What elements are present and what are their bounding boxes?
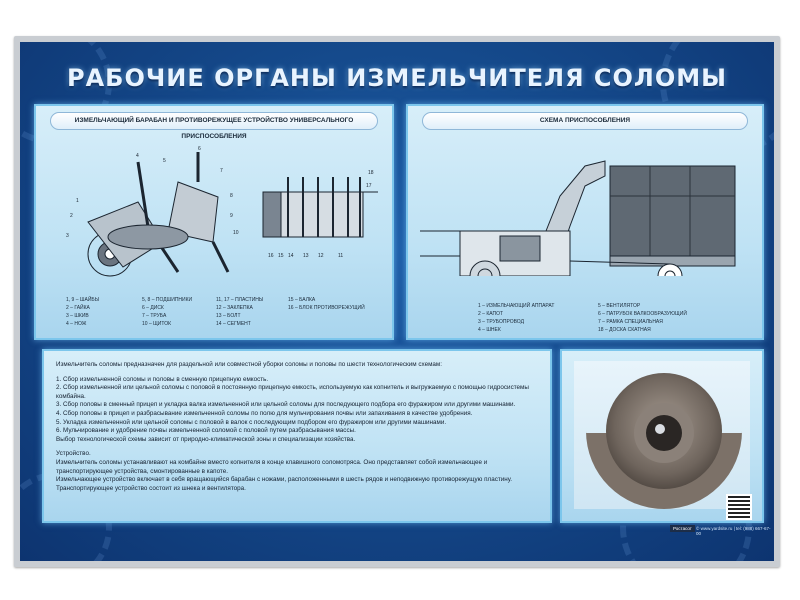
- legend-item: 4 – ШНЕК: [478, 327, 501, 333]
- blade-photo-image: [574, 361, 750, 509]
- legend-item: 10 – ЩИТОК: [142, 321, 172, 327]
- drawing-label: 18: [368, 170, 374, 176]
- drawing-label: 5: [163, 158, 166, 164]
- page-title: РАБОЧИЕ ОРГАНЫ ИЗМЕЛЬЧИТЕЛЯ СОЛОМЫ: [66, 64, 727, 92]
- legend-item: 1, 9 – ШАЙБЫ: [66, 297, 100, 303]
- poster: [20, 42, 774, 561]
- qr-code: [726, 494, 752, 520]
- device-item: Измельчитель соломы устанавливают на комбайне вместо копнителя в конце клавишного соломотряса. Оно представляет собой измельчающее и транспортирующее устройства, смонтированные в капоте.: [56, 458, 488, 475]
- legend-item: 1 – ИЗМЕЛЬЧАЮЩИЙ АППАРАТ: [478, 303, 555, 309]
- scheme-item: 2. Сбор измельченной или цельной соломы с половой в постоянную прицепную емкость, используемую как копнитель и выгружаемую с помощью гидросистемы комбайна.: [56, 384, 529, 400]
- drawing-label: 9: [230, 213, 233, 219]
- intro-paragraph: Измельчитель соломы предназначен для раздельной или совместной уборки соломы и половы по шести технологическим схемам:: [56, 361, 442, 368]
- scheme-legend: [478, 302, 728, 334]
- device-item: Измельчающее устройство включает в себя вращающийся барабан с ножами, расположенными в шесть рядов и неподвижную противорежущую пластину.: [56, 476, 513, 484]
- drawing-label: 12: [318, 253, 324, 259]
- legend-item: 14 – СЕГМЕНТ: [216, 321, 251, 327]
- scheme-item: Выбор технологической схемы зависит от природно-климатической зоны и специализации хозяйства.: [56, 435, 356, 443]
- drum-drawing: [48, 142, 378, 282]
- drawing-label: 16: [268, 253, 274, 259]
- scheme-item: 5. Укладка измельченной или цельной соломы с половой в валок с последующим подбором его фуражиром или другими машинами.: [56, 418, 447, 426]
- legend-item: 6 – ДИСК: [142, 305, 164, 311]
- legend-item: 2 – КАПОТ: [478, 311, 504, 317]
- publisher-logo: Ростасот: [670, 525, 695, 532]
- legend-item: 11, 17 – ПЛАСТИНЫ: [216, 297, 264, 303]
- drawing-label: 4: [136, 153, 139, 159]
- legend-item: 5, 8 – ПОДШИПНИКИ: [142, 297, 193, 303]
- scheme-item: 3. Сбор половы в сменный прицеп и укладка валка измельченной или цельной соломы для последующего подбора его фуражиром или другими машинами.: [56, 401, 516, 409]
- panel-heading: ИЗМЕЛЬЧАЮЩИЙ БАРАБАН И ПРОТИВОРЕЖУЩЕЕ УСТРОЙСТВО УНИВЕРСАЛЬНОГО ПРИСПОСОБЛЕНИЯ: [50, 112, 378, 130]
- scheme-item: 6. Мульчирование и удобрение почвы измельченной соломой с половой путем разбрасывания массы.: [56, 427, 356, 435]
- legend-item: 6 – ПАТРУБОК ВАЛКООБРАЗУЮЩИЙ: [598, 311, 687, 317]
- drawing-label: 1: [76, 198, 79, 204]
- drawing-label: 10: [233, 230, 239, 236]
- description-panel: [42, 349, 552, 523]
- legend-item: 16 – БЛОК ПРОТИВОРЕЖУЩИЙ: [288, 305, 365, 311]
- scheme-drawing: [420, 136, 750, 276]
- legend-item: 3 – ШКИВ: [66, 313, 89, 319]
- panel-heading: СХЕМА ПРИСПОСОБЛЕНИЯ: [422, 112, 748, 130]
- legend-item: 2 – ГАЙКА: [66, 305, 90, 311]
- legend-item: 7 – ТРУБА: [142, 313, 167, 319]
- drawing-label: 14: [288, 253, 294, 259]
- drawing-label: 8: [230, 193, 233, 199]
- device-heading: Устройство.: [56, 450, 91, 458]
- legend-item: 12 – ЗАКЛЕПКА: [216, 305, 253, 311]
- drawing-label: 15: [278, 253, 284, 259]
- scheme-panel: [406, 104, 764, 340]
- drawing-label: 11: [338, 253, 344, 259]
- legend-item: 5 – ВЕНТИЛЯТОР: [598, 303, 641, 309]
- description-text: [56, 361, 538, 493]
- footer-credit: © www.yardsite.ru | tel: (988) 667-67-00: [696, 526, 771, 536]
- drawing-label: 6: [198, 146, 201, 152]
- device-item: Транспортирующее устройство состоит из шнека и вентилятора.: [56, 484, 246, 492]
- legend-item: 4 – НОЖ: [66, 321, 87, 327]
- drawing-label: 2: [70, 213, 73, 219]
- legend-item: 18 – ДОСКА СКАТНАЯ: [598, 327, 651, 333]
- scheme-item: 4. Сбор половы в прицеп и разбрасывание измельченной соломы по полю для мульчирования почвы или запахивания в качестве удобрения.: [56, 409, 473, 417]
- drawing-label: 17: [366, 183, 372, 189]
- legend-item: 3 – ТРУБОПРОВОД: [478, 319, 524, 325]
- legend-item: 13 – БОЛТ: [216, 313, 241, 319]
- drum-panel: [34, 104, 394, 340]
- drawing-label: 13: [303, 253, 309, 259]
- legend-item: 15 – БАЛКА: [288, 297, 316, 303]
- scheme-item: 1. Сбор измельченной соломы и половы в сменную прицепную емкость.: [56, 375, 269, 383]
- drum-legend: [66, 296, 388, 328]
- part-photo: [574, 361, 750, 509]
- drawing-label: 7: [220, 168, 223, 174]
- drawing-label: 3: [66, 233, 69, 239]
- legend-item: 7 – РАМКА СПЕЦИАЛЬНАЯ: [598, 319, 663, 325]
